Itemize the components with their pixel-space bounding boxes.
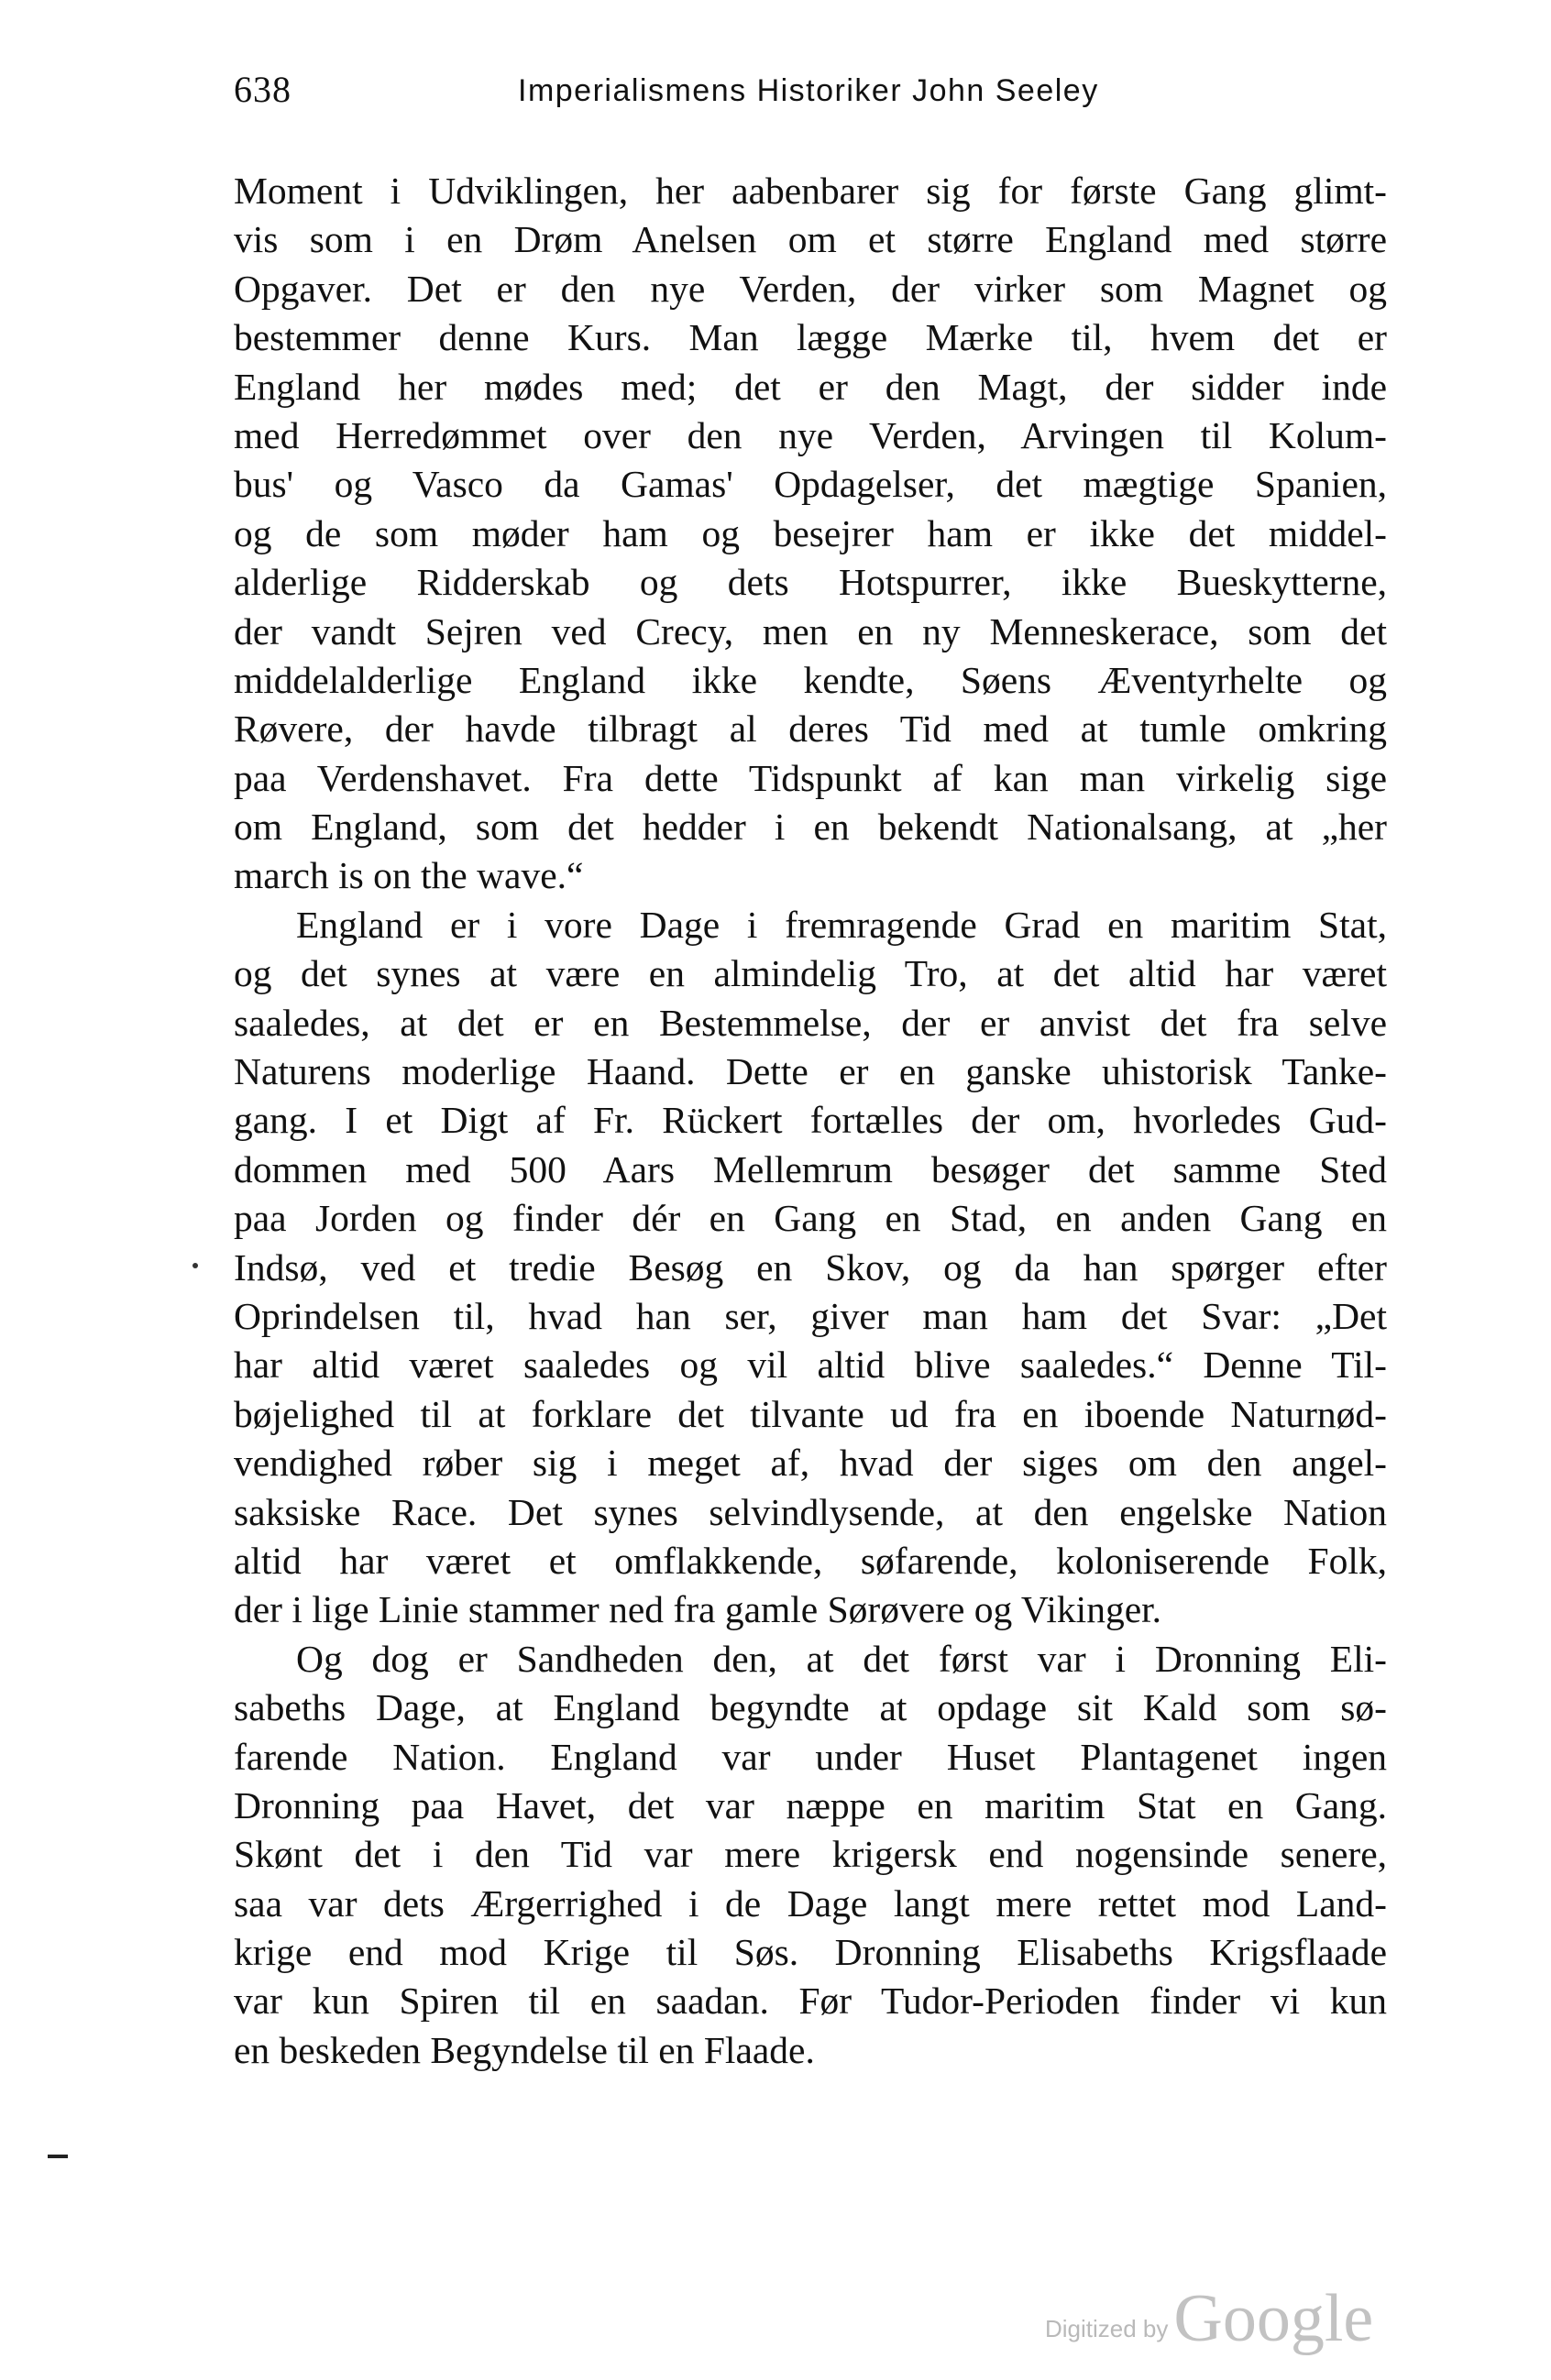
text-line: var kun Spiren til en saadan. Før Tudor-Perioden finder vi kun [234, 1980, 1387, 2023]
text-line: krige end mod Krige til Søs. Dronning Elisabeths Krigsflaade [234, 1931, 1387, 1974]
text-line: om England, som det hedder i en bekendt Nationalsang, at „her [234, 806, 1387, 849]
text-line: saksiske Race. Det synes selvindlysende, at den engelske Nation [234, 1490, 1387, 1533]
text-line: sabeths Dage, at England begyndte at opdage sit Kald som sø- [234, 1686, 1387, 1729]
text-line: Naturens moderlige Haand. Dette er en ganske uhistorisk Tanke- [234, 1050, 1387, 1093]
text-line: England her mødes med; det er den Magt, der sidder inde [234, 365, 1387, 408]
text-line: paa Verdenshavet. Fra dette Tidspunkt af kan man virkelig sige [234, 756, 1387, 799]
text-line: bøjelighed til at forklare det tilvante ud fra en iboende Naturnød- [234, 1392, 1387, 1435]
text-line: og de som møder ham og besejrer ham er ikke det middel- [234, 511, 1387, 554]
margin-dot-mark [192, 1263, 198, 1268]
text-line: har altid været saaledes og vil altid blive saaledes.“ Denne Til- [234, 1344, 1387, 1387]
text-line: saaledes, at det er en Bestemmelse, der er anvist det fra selve [234, 1001, 1387, 1044]
text-line: paa Jorden og finder dér en Gang en Stad, en anden Gang en [234, 1197, 1387, 1240]
text-line: alderlige Ridderskab og dets Hotspurrer, ikke Bueskytterne, [234, 561, 1387, 604]
text-line: England er i vore Dage i fremragende Grad en maritim Stat, [296, 903, 1387, 946]
text-line: altid har været et omflakkende, søfarende, koloniserende Folk, [234, 1539, 1387, 1582]
margin-dash-mark [48, 2155, 68, 2158]
text-line: gang. I et Digt af Fr. Rückert fortælles der om, hvorledes Gud- [234, 1099, 1387, 1142]
text-line: Oprindelsen til, hvad han ser, giver man ham det Svar: „Det [234, 1294, 1387, 1337]
text-line: Og dog er Sandheden den, at det først var i Dronning Eli- [296, 1637, 1387, 1680]
text-line: Indsø, ved et tredie Besøg en Skov, og da han spørger efter [234, 1245, 1387, 1289]
text-line: Opgaver. Det er den nye Verden, der virker som Magnet og [234, 267, 1387, 310]
text-line: der vandt Sejren ved Crecy, men en ny Menneskerace, som det [234, 609, 1387, 653]
page-header [234, 68, 1361, 123]
paragraph-1 [234, 167, 1387, 901]
text-line: Skønt det i den Tid var mere krigersk end nogensinde senere, [234, 1833, 1387, 1876]
page-number: 638 [234, 69, 292, 110]
body-text [234, 167, 1387, 2075]
paragraph-3 [234, 1635, 1387, 2076]
google-logo: Google [1173, 2281, 1374, 2356]
text-line: en beskeden Begyndelse til en Flaade. [234, 2028, 815, 2071]
text-line: Røvere, der havde tilbragt al deres Tid med at tumle omkring [234, 707, 1387, 751]
text-line: Moment i Udviklingen, her aabenbarer sig for første Gang glimt- [234, 170, 1387, 212]
running-title: Imperialismens Historiker John Seeley [518, 73, 1099, 108]
text-line: farende Nation. England var under Huset Plantagenet ingen [234, 1735, 1387, 1778]
text-line: middelalderlige England ikke kendte, Søens Æventyrhelte og [234, 658, 1387, 701]
text-line: Dronning paa Havet, det var næppe en maritim Stat en Gang. [234, 1783, 1387, 1826]
digitized-watermark [1045, 2279, 1374, 2356]
text-line: bus' og Vasco da Gamas' Opdagelser, det mægtige Spanien, [234, 463, 1387, 506]
text-line: march is on the wave.“ [234, 854, 584, 897]
text-line: der i lige Linie stammer ned fra gamle Sørøvere og Vikinger. [234, 1588, 1162, 1631]
text-line: med Herredømmet over den nye Verden, Arvingen til Kolum- [234, 413, 1387, 456]
text-line: bestemmer denne Kurs. Man lægge Mærke til, hvem det er [234, 316, 1387, 359]
text-line: og det synes at være en almindelig Tro, at det altid har været [234, 952, 1387, 995]
paragraph-2 [234, 901, 1387, 1635]
watermark-prefix: Digitized by [1045, 2315, 1169, 2342]
text-line: vendighed røber sig i meget af, hvad der siges om den angel- [234, 1442, 1387, 1485]
text-line: dommen med 500 Aars Mellemrum besøger det samme Sted [234, 1147, 1387, 1190]
text-line: vis som i en Drøm Anelsen om et større England med større [234, 218, 1387, 261]
text-line: saa var dets Ærgerrighed i de Dage langt mere rettet mod Land- [234, 1881, 1387, 1925]
